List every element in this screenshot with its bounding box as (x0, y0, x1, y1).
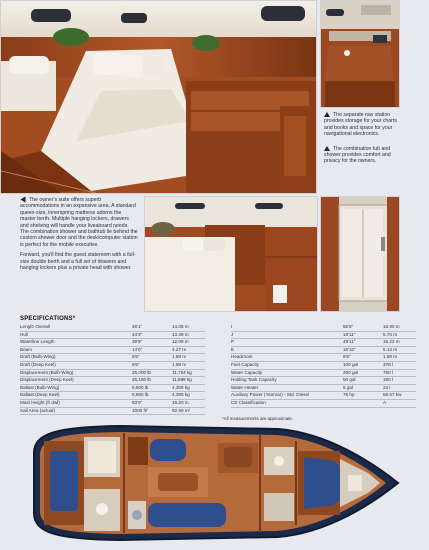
spec-label: Ballast (Deep Keel) (20, 392, 60, 398)
spec-imperial-value: 9,500 lb (132, 384, 149, 390)
triangle-bullet-icon (21, 197, 26, 203)
spec-metric-value: 5.13 m (383, 346, 398, 352)
spec-imperial-value: 76 hp (343, 392, 355, 398)
spec-imperial-value: 26,180 lb (132, 377, 151, 383)
spec-metric-value: 4,395 kg (172, 392, 190, 398)
spec-row (20, 339, 205, 347)
specs-right-column (231, 324, 416, 415)
spec-row (231, 392, 416, 400)
shower-photo (320, 196, 400, 312)
spec-row (231, 339, 416, 347)
spec-label: Sail Area (actual) (20, 407, 55, 413)
spec-label: E (231, 346, 235, 352)
nav-station-photo (320, 0, 400, 108)
spec-row (231, 362, 416, 370)
spec-metric-value: 180 l (383, 377, 393, 383)
triangle-bullet-icon (324, 112, 330, 117)
spec-metric-value: 4.27 m (172, 346, 187, 352)
spec-metric-value: 5.76 m (383, 331, 398, 337)
spec-label: Fuel Capacity (231, 361, 260, 367)
spec-metric-value: 1.98 m (383, 354, 398, 360)
spec-label: Beam (20, 346, 33, 352)
spec-imperial-value: 26,000 lb (132, 369, 151, 375)
spec-label: Displacement (Bulb-Wing) (20, 369, 74, 375)
spec-metric-value: 11,794 kg (172, 369, 192, 375)
spec-row (20, 362, 205, 370)
owners-suite-caption: The owner's suite offers superb accommodations in an expansive area. A standard queen-size, innerspring mattress adorns the master berth. Multiple hanging lockers, drawers and shelving will handle your liveaboard needs. The combination shower and bathtub lie behind the custom shower door and the desk/computer station is perfect for the mobile executive. Forward, you'll find the guest stateroom with a full-size double berth and a full set of drawers and hanging lockers plus a private head with shower. (20, 197, 138, 272)
spec-row (231, 347, 416, 355)
spec-metric-value: 16.90 m (383, 324, 400, 329)
spec-row (20, 400, 205, 408)
spec-imperial-value: 46'1" (132, 324, 143, 329)
interior-layout-plan (28, 423, 400, 543)
spec-row (20, 385, 205, 393)
spec-label: Water Capacity (231, 369, 263, 375)
spec-label: Displacement (Deep Keel) (20, 377, 74, 383)
spec-metric-value: 750 l (383, 369, 393, 375)
spec-imperial-value: 39'8" (132, 339, 143, 345)
spec-row (20, 370, 205, 378)
spec-metric-value: 1.98 m (172, 361, 187, 367)
spec-imperial-value: 5'6" (132, 354, 140, 360)
specifications-title: SPECIFICATIONS* (20, 316, 76, 322)
spec-metric-value: 23 l (383, 384, 391, 390)
spec-label: Draft (Deep Keel) (20, 361, 56, 367)
nav-station-caption: The separate nav station provides storage for your charts and books and space for your navigational electronics. The combination tub and shower provides comfort and privacy for the owners. (324, 112, 397, 165)
spec-label: Water Heater (231, 384, 259, 390)
spec-imperial-value: 9,680 lb (132, 392, 149, 398)
spec-metric-value: A (383, 399, 387, 405)
spec-label: P (231, 339, 235, 345)
owners-suite-photo (0, 0, 317, 194)
spec-metric-value: 378 l (383, 361, 393, 367)
spec-label: Holding Tank Capacity (231, 377, 277, 383)
spec-label: Length Overall (20, 324, 50, 329)
spec-row (20, 332, 205, 340)
spec-label: CE Classification (231, 399, 266, 405)
spec-label: Auxiliary Power (Yanmar) - Std. Diesel (231, 392, 310, 398)
spec-row (231, 370, 416, 378)
spec-label: Headroom (231, 354, 253, 360)
spec-imperial-value: 200 gal (343, 369, 359, 375)
spec-metric-value: 11,888 kg (172, 377, 192, 383)
spec-row (231, 385, 416, 393)
spec-metric-value: 56.67 kw (383, 392, 402, 398)
spec-imperial-value: 1000 ft² (132, 407, 148, 413)
spec-metric-value: 19.20 m (172, 399, 189, 405)
spec-metric-value: 15.22 m (383, 339, 400, 345)
specifications-table (20, 316, 416, 421)
spec-row (231, 400, 416, 408)
guest-stateroom-photo (144, 196, 318, 312)
spec-row (20, 324, 205, 332)
guest-stateroom-caption: Forward, you'll find the guest stateroom with a full-size double berth and a full set of drawers and hanging lockers plus a private head with shower. (20, 252, 136, 272)
spec-metric-value: 13.49 m (172, 331, 189, 337)
specs-left-column (20, 324, 205, 415)
specs-footnote: *All measurements are approximate. (222, 416, 294, 422)
spec-row (20, 347, 205, 355)
spec-label: Hull (20, 331, 28, 337)
spec-row (20, 408, 205, 416)
spec-label: J (231, 331, 234, 337)
spec-label: Draft (Bulb-Wing) (20, 354, 56, 360)
spec-imperial-value: 16'10" (343, 346, 356, 352)
spec-row (231, 332, 416, 340)
spec-label: Waterline Length (20, 339, 55, 345)
spec-imperial-value: 6'6" (132, 361, 140, 367)
cabin-hull-photo (280, 106, 310, 192)
spec-label: Mast Height (fr dwl) (20, 399, 60, 405)
spec-metric-value: 1.68 m (172, 354, 187, 360)
spec-row (231, 354, 416, 362)
spec-imperial-value: 6'6" (343, 354, 351, 360)
spec-imperial-value: 100 gal (343, 361, 359, 367)
spec-row (231, 324, 416, 332)
spec-metric-value: 14.05 m (172, 324, 189, 329)
spec-imperial-value: 63'0" (132, 399, 143, 405)
spec-imperial-value: 50 gal (343, 377, 356, 383)
spec-metric-value: 92.90 m² (172, 407, 191, 413)
spec-imperial-value: 6 gal (343, 384, 353, 390)
spec-imperial-value: 44'3" (132, 331, 143, 337)
spec-row (231, 377, 416, 385)
spec-label: I (231, 324, 233, 329)
spec-row (20, 377, 205, 385)
spec-imperial-value: 18'11" (343, 331, 356, 337)
triangle-bullet-icon (324, 146, 330, 151)
spec-imperial-value (343, 400, 383, 407)
spec-row (20, 354, 205, 362)
spec-imperial-value: 49'11" (343, 339, 356, 345)
spec-imperial-value: 14'0" (132, 346, 143, 352)
spec-row (20, 392, 205, 400)
spec-metric-value: 12.09 m (172, 339, 189, 345)
spec-label: Ballast (Bulb-Wing) (20, 384, 60, 390)
spec-imperial-value: 55'5" (343, 324, 354, 329)
spec-metric-value: 4,309 kg (172, 384, 190, 390)
